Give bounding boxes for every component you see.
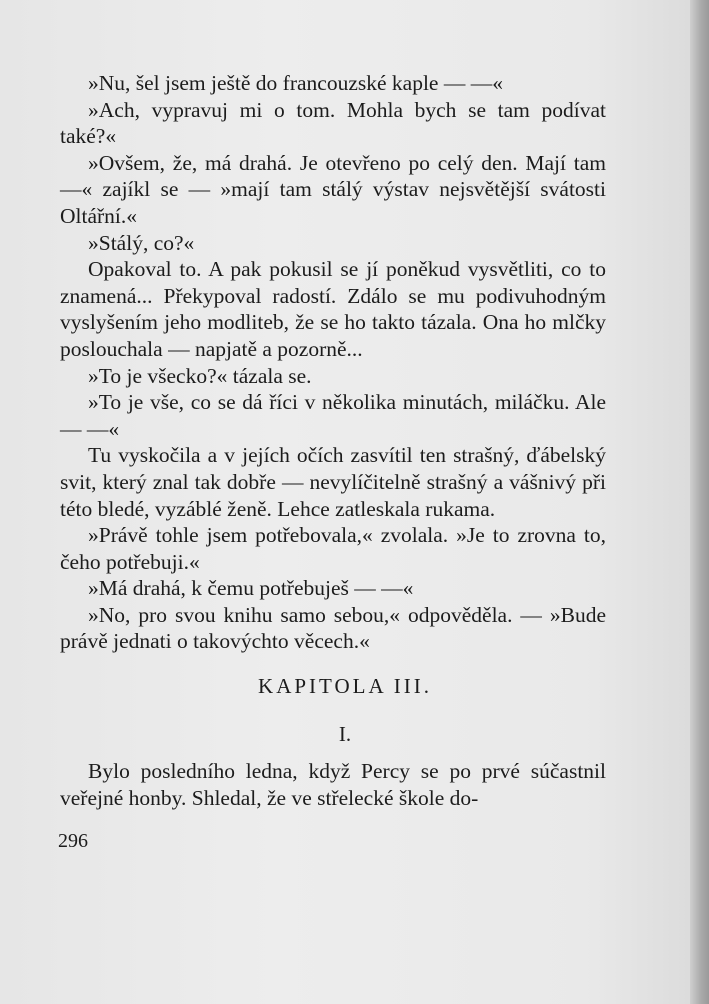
paragraph-3: »Ovšem, že, má drahá. Je otevřeno po celý den. Mají tam —« zajíkl se — »mají tam stálý výstav nejsvětější svátosti Oltářní.«	[60, 150, 606, 228]
paragraph-5: Opakoval to. A pak pokusil se jí poněkud vysvětliti, co to znamená... Překypoval radostí. Zdálo se mu podivuhodným vyslyšením jeho modliteb, že se ho takto tázala. Ona ho mlčky poslouchala — napjatě a pozorně...	[60, 257, 606, 361]
page-edge-shadow	[690, 0, 709, 1004]
paragraph-7: »To je vše, co se dá říci v několika minutách, miláčku. Ale — —«	[60, 390, 606, 441]
page-number: 296	[58, 830, 88, 852]
paragraph-2: »Ach, vypravuj mi o tom. Mohla bych se tam podívat také?«	[60, 97, 606, 149]
paragraph-9: »Právě tohle jsem potřebovala,« zvolala. »Je to zrovna to, čeho potřebuji.«	[60, 523, 606, 574]
chapter-heading: KAPITOLA III.	[258, 674, 432, 698]
paragraph-11: »No, pro svou knihu samo sebou,« odpověděla. — »Bude právě jednati o takovýchto věcech.«	[60, 602, 606, 654]
paragraph-8: Tu vyskočila a v jejích očích zasvítil ten strašný, ďábelský svit, který znal tak dobře — nevylíčitelně strašný a vášnivý při této bledé, vyzáblé ženě. Lehce zatleskala rukama.	[60, 443, 606, 521]
body-text	[60, 70, 606, 655]
section-number: I.	[338, 722, 352, 746]
paragraph-6: »To je všecko?« tázala se.	[88, 363, 312, 388]
section-paragraph: Bylo posledního ledna, když Percy se po prvé súčastnil veřejné honby. Shledal, že ve střelecké škole do-	[60, 759, 606, 810]
section-body-text	[60, 758, 606, 811]
paragraph-4: »Stálý, co?«	[88, 230, 195, 255]
paragraph-1: »Nu, šel jsem ještě do francouzské kaple — —«	[88, 71, 503, 95]
paragraph-10: »Má drahá, k čemu potřebuješ — —«	[88, 576, 414, 601]
